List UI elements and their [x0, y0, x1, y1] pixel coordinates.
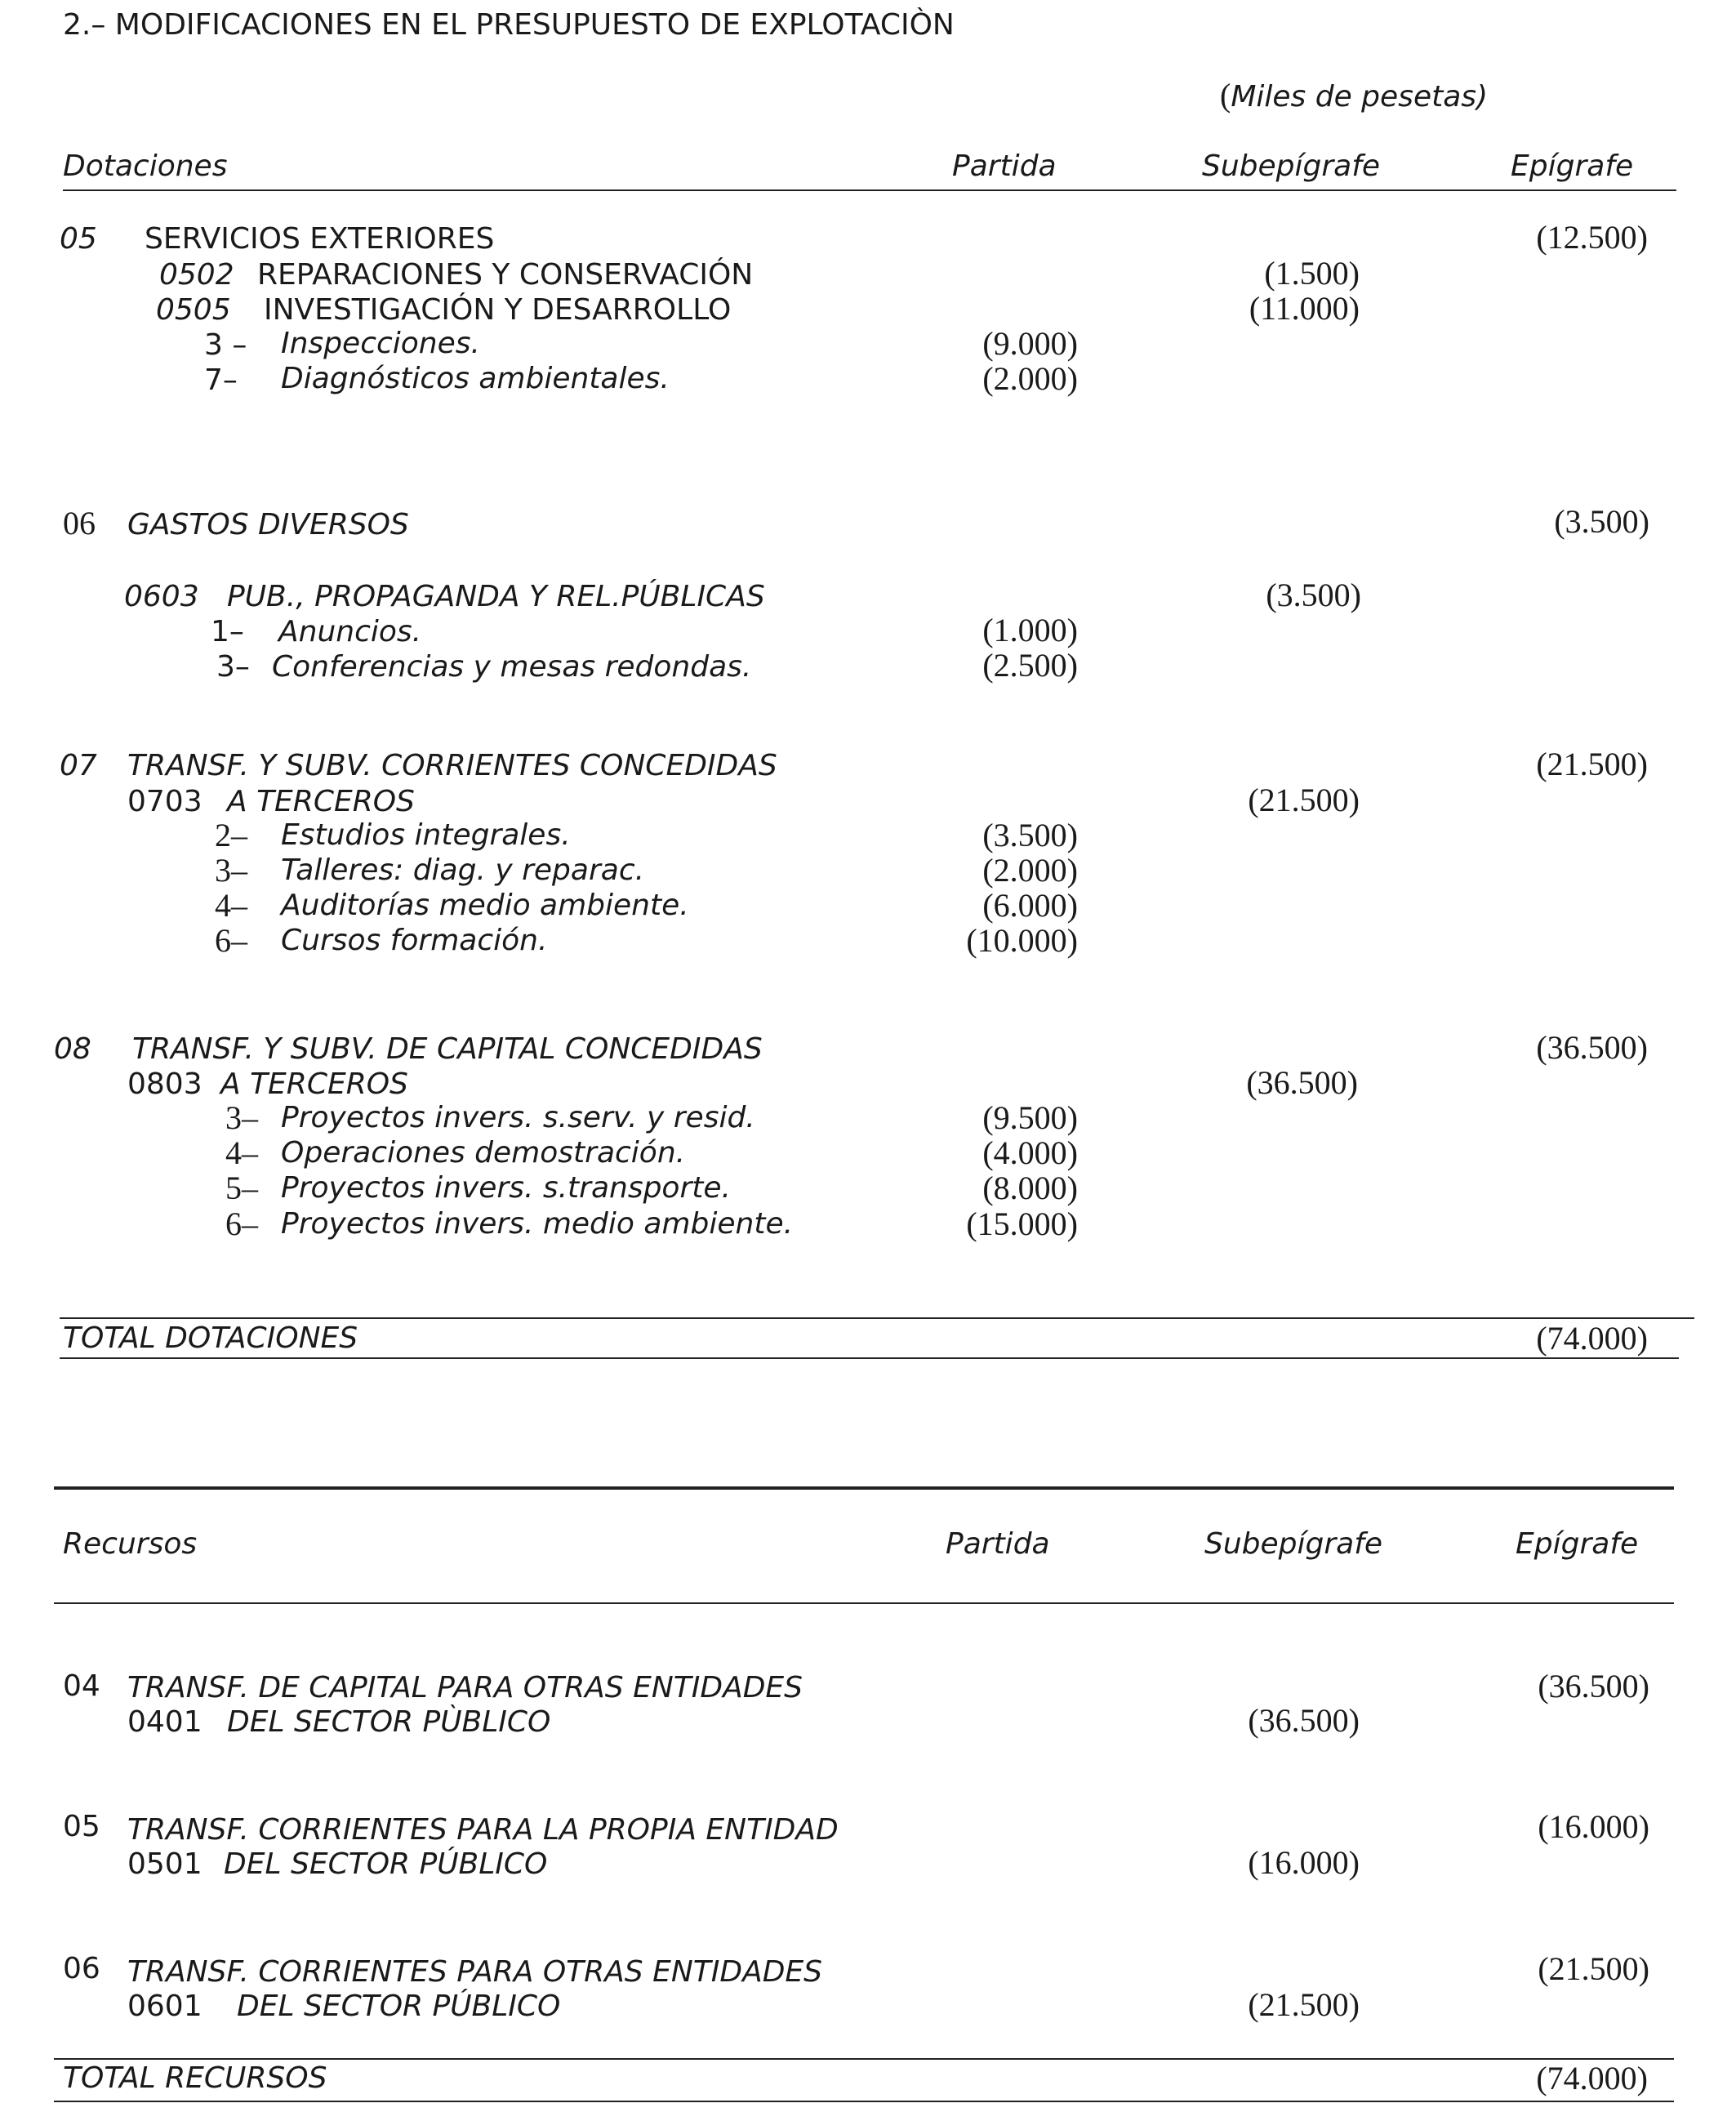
units-paren: (	[1220, 77, 1231, 114]
group-code: 06	[63, 1952, 100, 1985]
sub-subepigrafe: (1.500)	[1264, 255, 1360, 292]
item-number: 4–	[225, 1134, 258, 1171]
sub-subepigrafe: (36.500)	[1248, 1702, 1360, 1739]
item-number: 6–	[215, 922, 247, 959]
sub-code: 0603	[124, 580, 199, 613]
total-bottom-rule	[54, 2101, 1674, 2102]
item-partida: (10.000)	[966, 922, 1078, 959]
item-partida: (9.000)	[982, 325, 1078, 362]
group-epigrafe: (36.500)	[1536, 1029, 1648, 1066]
group-epigrafe: (36.500)	[1538, 1668, 1649, 1704]
item-label: Auditorías medio ambiente.	[281, 889, 689, 922]
sub-label: DEL SECTOR PÙBLICO	[227, 1705, 551, 1739]
sub-label: REPARACIONES Y CONSERVACIÓN	[257, 258, 754, 292]
item-partida: (2.500)	[982, 647, 1078, 684]
item-number: 3–	[216, 650, 250, 684]
item-number: 3–	[215, 852, 247, 889]
total-dotaciones-value: (74.000)	[1536, 1320, 1648, 1357]
item-number: 2–	[215, 817, 247, 853]
group-label: TRANSF. Y SUBV. DE CAPITAL CONCEDIDAS	[132, 1032, 763, 1066]
group-epigrafe: (12.500)	[1536, 219, 1648, 256]
sub-code: 0803	[127, 1067, 203, 1101]
group-epigrafe: (21.500)	[1538, 1950, 1649, 1987]
item-label: Inspecciones.	[281, 327, 480, 360]
item-label: Proyectos invers. s.transporte.	[281, 1171, 731, 1205]
item-number: 5–	[225, 1170, 258, 1206]
sub-code: 0502	[159, 258, 234, 292]
sub-code: 0505	[156, 293, 231, 327]
item-partida: (15.000)	[966, 1205, 1078, 1242]
sub-code: 0703	[127, 785, 203, 818]
sub-label: PUB., PROPAGANDA Y REL.PÚBLICAS	[227, 580, 765, 613]
total-bottom-rule	[60, 1357, 1679, 1359]
group-code: 06	[63, 505, 96, 541]
sub-label: A TERCEROS	[220, 1067, 408, 1101]
group-epigrafe: (3.500)	[1554, 503, 1649, 540]
recursos-partida-header: Partida	[946, 1527, 1050, 1561]
sub-label: A TERCEROS	[227, 785, 415, 818]
dotaciones-header: Dotaciones	[63, 149, 228, 183]
item-label: Anuncios.	[278, 615, 422, 648]
group-label: TRANSF. CORRIENTES PARA OTRAS ENTIDADES	[127, 1955, 823, 1989]
item-label: Operaciones demostración.	[281, 1136, 686, 1170]
total-top-rule	[60, 1317, 1694, 1319]
item-number: 6–	[225, 1205, 258, 1242]
dotaciones-partida-header: Partida	[952, 149, 1057, 183]
sub-subepigrafe: (36.500)	[1246, 1064, 1358, 1101]
units-note	[1220, 78, 1488, 114]
group-label: SERVICIOS EXTERIORES	[145, 222, 495, 256]
sub-label: DEL SECTOR PÚBLICO	[224, 1847, 548, 1881]
sub-code: 0401	[127, 1705, 203, 1739]
item-label: Cursos formación.	[281, 924, 548, 957]
item-number: 1–	[211, 615, 244, 648]
item-partida: (1.000)	[982, 612, 1078, 648]
sub-label: DEL SECTOR PÚBLICO	[237, 1990, 561, 2023]
sub-subepigrafe: (21.500)	[1248, 782, 1360, 818]
sub-subepigrafe: (21.500)	[1248, 1986, 1360, 2023]
group-label: TRANSF. CORRIENTES PARA LA PROPIA ENTIDAD	[127, 1813, 839, 1847]
item-label: Talleres: diag. y reparac.	[281, 853, 645, 887]
item-partida: (9.500)	[982, 1099, 1078, 1136]
sub-code: 0501	[127, 1847, 203, 1881]
section-divider	[54, 1486, 1674, 1490]
sub-label: INVESTIGACIÓN Y DESARROLLO	[264, 293, 732, 327]
total-recursos-value: (74.000)	[1536, 2060, 1648, 2096]
item-label: Diagnósticos ambientales.	[281, 362, 670, 395]
page-title: 2.– MODIFICACIONES EN EL PRESUPUESTO DE EXPLOTACIÒN	[63, 8, 955, 42]
item-partida: (2.000)	[982, 852, 1078, 889]
total-dotaciones-label: TOTAL DOTACIONES	[63, 1321, 358, 1355]
item-partida: (2.000)	[982, 360, 1078, 397]
sub-code: 0601	[127, 1990, 203, 2023]
sub-subepigrafe: (16.000)	[1248, 1844, 1360, 1881]
group-code: 05	[63, 1810, 100, 1843]
item-label: Proyectos invers. s.serv. y resid.	[281, 1101, 755, 1134]
total-top-rule	[54, 2058, 1674, 2060]
units-label: Miles de pesetas)	[1231, 80, 1489, 114]
group-epigrafe: (16.000)	[1538, 1808, 1649, 1845]
group-code: 08	[54, 1032, 91, 1066]
group-code: 04	[63, 1669, 100, 1703]
total-recursos-label: TOTAL RECURSOS	[63, 2061, 327, 2095]
item-number: 4–	[215, 887, 247, 924]
item-partida: (4.000)	[982, 1134, 1078, 1171]
item-number: 7–	[204, 363, 238, 397]
dotaciones-subepigrafe-header: Subepígrafe	[1202, 149, 1381, 183]
group-label: TRANSF. Y SUBV. CORRIENTES CONCEDIDAS	[127, 749, 777, 782]
group-epigrafe: (21.500)	[1536, 746, 1648, 782]
group-label: GASTOS DIVERSOS	[127, 508, 409, 541]
recursos-subepigrafe-header: Subepígrafe	[1204, 1527, 1383, 1561]
item-label: Proyectos invers. medio ambiente.	[281, 1207, 794, 1241]
group-code: 07	[60, 749, 97, 782]
item-label: Conferencias y mesas redondas.	[272, 650, 752, 684]
header-divider	[54, 1602, 1674, 1604]
item-number: 3 –	[204, 328, 247, 362]
item-label: Estudios integrales.	[281, 818, 571, 852]
item-number: 3–	[225, 1099, 258, 1136]
header-divider	[63, 189, 1676, 191]
recursos-header: Recursos	[63, 1527, 198, 1561]
item-partida: (3.500)	[982, 817, 1078, 853]
sub-subepigrafe: (11.000)	[1249, 290, 1360, 327]
item-partida: (8.000)	[982, 1170, 1078, 1206]
group-code: 05	[60, 222, 97, 256]
recursos-epigrafe-header: Epígrafe	[1516, 1527, 1639, 1561]
sub-subepigrafe: (3.500)	[1266, 577, 1361, 613]
dotaciones-epigrafe-header: Epígrafe	[1511, 149, 1634, 183]
item-partida: (6.000)	[982, 887, 1078, 924]
group-label: TRANSF. DE CAPITAL PARA OTRAS ENTIDADES	[127, 1671, 803, 1704]
